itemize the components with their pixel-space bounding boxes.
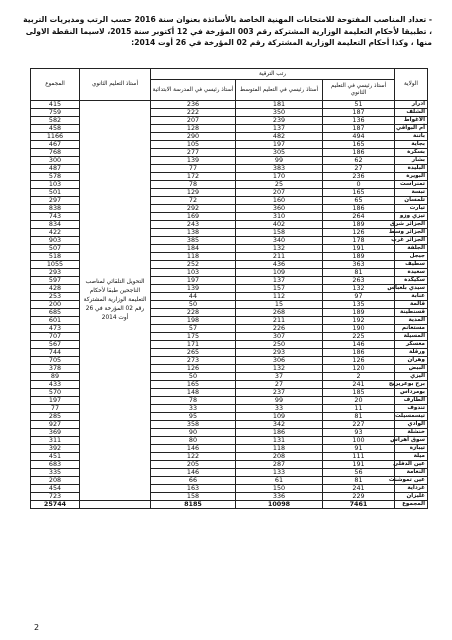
- cell-middle-main: 305: [236, 149, 323, 157]
- cell-wilaya: تيزي وزو: [395, 213, 428, 221]
- cell-total: 501: [31, 189, 80, 197]
- cell-wilaya: عنابة: [395, 293, 428, 301]
- cell-primary-main: 105: [151, 141, 236, 149]
- cell-wilaya: تندوف: [395, 405, 428, 413]
- table-row: [31, 101, 428, 109]
- cell-middle-main: 268: [236, 309, 323, 317]
- cell-primary-main: 138: [151, 229, 236, 237]
- cell-total: 103: [31, 181, 80, 189]
- cell-wilaya: الاغواط: [395, 117, 428, 125]
- cell-wilaya: الجلفة: [395, 245, 428, 253]
- cell-primary-main: 358: [151, 421, 236, 429]
- header-total: المجموع: [31, 69, 80, 101]
- cell-wilaya: تيبازة: [395, 445, 428, 453]
- total-cell-primary: 8185: [151, 501, 236, 509]
- cell-middle-main: 157: [236, 285, 323, 293]
- cell-primary-main: 44: [151, 293, 236, 301]
- cell-secondary-main: 51: [323, 101, 395, 109]
- cell-total: 744: [31, 349, 80, 357]
- cell-middle-main: 306: [236, 357, 323, 365]
- cell-primary-main: 146: [151, 469, 236, 477]
- cell-total: 335: [31, 469, 80, 477]
- cell-total: 1166: [31, 133, 80, 141]
- cell-secondary-main: 191: [323, 245, 395, 253]
- cell-wilaya: عين الدفلى: [395, 461, 428, 469]
- cell-primary-main: 265: [151, 349, 236, 357]
- cell-wilaya: وهران: [395, 357, 428, 365]
- cell-primary-main: 172: [151, 173, 236, 181]
- cell-secondary-main: 65: [323, 197, 395, 205]
- cell-secondary-main: 227: [323, 421, 395, 429]
- cell-wilaya: البويرة: [395, 173, 428, 181]
- cell-total: 683: [31, 461, 80, 469]
- cell-middle-main: 150: [236, 485, 323, 493]
- cell-primary-main: 273: [151, 357, 236, 365]
- cell-primary-main: 236: [151, 101, 236, 109]
- cell-total: 208: [31, 477, 80, 485]
- cell-secondary-main: 146: [323, 341, 395, 349]
- cell-primary-main: 129: [151, 189, 236, 197]
- cell-secondary-main: 11: [323, 405, 395, 413]
- cell-secondary-main: 97: [323, 293, 395, 301]
- cell-secondary-main: 363: [323, 261, 395, 269]
- cell-middle-main: 287: [236, 461, 323, 469]
- cell-total: 487: [31, 165, 80, 173]
- cell-wilaya: بسكرة: [395, 149, 428, 157]
- header-secondary-main: أستاذ رئيسي في التعليم الثانوي: [323, 80, 395, 101]
- cell-wilaya: جيجل: [395, 253, 428, 261]
- cell-secondary-main: 187: [323, 109, 395, 117]
- cell-primary-main: 148: [151, 389, 236, 397]
- cell-secondary-main: 0: [323, 181, 395, 189]
- cell-middle-main: 112: [236, 293, 323, 301]
- cell-middle-main: 27: [236, 381, 323, 389]
- cell-primary-main: 165: [151, 381, 236, 389]
- cell-middle-main: 99: [236, 157, 323, 165]
- cell-total: 428: [31, 285, 80, 293]
- cell-primary-main: 118: [151, 253, 236, 261]
- cell-wilaya: الوادي: [395, 421, 428, 429]
- cell-middle-main: 109: [236, 413, 323, 421]
- cell-total: 253: [31, 293, 80, 301]
- cell-primary-main: 198: [151, 317, 236, 325]
- cell-primary-main: 205: [151, 461, 236, 469]
- cell-middle-main: 307: [236, 333, 323, 341]
- cell-primary-main: 77: [151, 165, 236, 173]
- cell-wilaya: بشار: [395, 157, 428, 165]
- cell-secondary-main: 225: [323, 333, 395, 341]
- cell-wilaya: الجزائر وسط: [395, 229, 428, 237]
- cell-middle-main: 207: [236, 189, 323, 197]
- cell-middle-main: 37: [236, 373, 323, 381]
- cell-primary-main: 80: [151, 437, 236, 445]
- cell-total: 927: [31, 421, 80, 429]
- cell-secondary-main: 165: [323, 141, 395, 149]
- cell-wilaya: غرداية: [395, 485, 428, 493]
- cell-total: 311: [31, 437, 80, 445]
- cell-primary-main: 175: [151, 333, 236, 341]
- cell-wilaya: الطارف: [395, 397, 428, 405]
- cell-primary-main: 184: [151, 245, 236, 253]
- header-secondary-teacher: أستاذ التعليم الثانوي: [80, 69, 151, 101]
- cell-wilaya: تمنراست: [395, 181, 428, 189]
- cell-total: 723: [31, 493, 80, 501]
- cell-middle-main: 383: [236, 165, 323, 173]
- cell-secondary-main: 241: [323, 485, 395, 493]
- cell-total: 378: [31, 365, 80, 373]
- cell-wilaya: البليدة: [395, 165, 428, 173]
- cell-total: 433: [31, 381, 80, 389]
- cell-primary-main: 128: [151, 125, 236, 133]
- cell-total: 578: [31, 173, 80, 181]
- cell-middle-main: 131: [236, 437, 323, 445]
- cell-middle-main: 133: [236, 469, 323, 477]
- cell-total: 768: [31, 149, 80, 157]
- cell-total: 415: [31, 101, 80, 109]
- cell-middle-main: 342: [236, 421, 323, 429]
- cell-middle-main: 208: [236, 453, 323, 461]
- cell-total: 582: [31, 117, 80, 125]
- cell-wilaya: بجاية: [395, 141, 428, 149]
- cell-total: 834: [31, 221, 80, 229]
- cell-primary-main: 103: [151, 269, 236, 277]
- cell-wilaya: ورقلة: [395, 349, 428, 357]
- cell-middle-main: 211: [236, 253, 323, 261]
- cell-wilaya: مستغانم: [395, 325, 428, 333]
- cell-wilaya: باتنة: [395, 133, 428, 141]
- cell-total: 451: [31, 453, 80, 461]
- cell-wilaya: سطيف: [395, 261, 428, 269]
- cell-middle-main: 170: [236, 173, 323, 181]
- cell-wilaya: الشلف: [395, 109, 428, 117]
- cell-total: 685: [31, 309, 80, 317]
- cell-wilaya: المسيلة: [395, 333, 428, 341]
- header-primary-main: أستاذ رئيسي في المدرسة الابتدائية: [151, 80, 236, 101]
- cell-secondary-main: 136: [323, 117, 395, 125]
- cell-middle-main: 160: [236, 197, 323, 205]
- cell-primary-main: 90: [151, 429, 236, 437]
- cell-primary-main: 163: [151, 485, 236, 493]
- cell-secondary-main: 190: [323, 325, 395, 333]
- cell-primary-main: 158: [151, 493, 236, 501]
- cell-middle-main: 33: [236, 405, 323, 413]
- cell-secondary-main: 263: [323, 277, 395, 285]
- cell-wilaya: الجزائر شرق: [395, 221, 428, 229]
- cell-secondary-main: 185: [323, 389, 395, 397]
- cell-total: 759: [31, 109, 80, 117]
- cell-middle-main: 99: [236, 397, 323, 405]
- cell-secondary-main: 229: [323, 493, 395, 501]
- cell-middle-main: 340: [236, 237, 323, 245]
- cell-secondary-main: 135: [323, 301, 395, 309]
- cell-total: 473: [31, 325, 80, 333]
- cell-primary-main: 277: [151, 149, 236, 157]
- cell-wilaya: قسنطينة: [395, 309, 428, 317]
- cell-total: 77: [31, 405, 80, 413]
- cell-middle-main: 186: [236, 429, 323, 437]
- total-row: [31, 501, 428, 509]
- cell-total: 570: [31, 389, 80, 397]
- cell-primary-main: 292: [151, 205, 236, 213]
- cell-secondary-main: 165: [323, 189, 395, 197]
- cell-secondary-main: 126: [323, 357, 395, 365]
- cell-secondary-main: 100: [323, 437, 395, 445]
- cell-primary-main: 78: [151, 181, 236, 189]
- header-middle-main: أستاذ رئيسي في التعليم المتوسط: [236, 80, 323, 101]
- cell-total: 458: [31, 125, 80, 133]
- cell-total: 707: [31, 333, 80, 341]
- cell-secondary-main: 189: [323, 253, 395, 261]
- positions-table: [30, 68, 428, 509]
- cell-total: 467: [31, 141, 80, 149]
- cell-secondary-main: 56: [323, 469, 395, 477]
- cell-wilaya: تلمسان: [395, 197, 428, 205]
- cell-primary-main: 126: [151, 365, 236, 373]
- cell-middle-main: 61: [236, 477, 323, 485]
- cell-middle-main: 293: [236, 349, 323, 357]
- cell-primary-main: 57: [151, 325, 236, 333]
- cell-secondary-main: 81: [323, 413, 395, 421]
- cell-wilaya: أم البواقي: [395, 125, 428, 133]
- cell-secondary-main: 191: [323, 461, 395, 469]
- cell-middle-main: 239: [236, 117, 323, 125]
- cell-secondary-main: 132: [323, 285, 395, 293]
- cell-primary-main: 207: [151, 117, 236, 125]
- cell-primary-main: 50: [151, 301, 236, 309]
- cell-primary-main: 139: [151, 285, 236, 293]
- merged-note-cell: التحويل التلقائي لمناصب الناجحين طبقا لأحكام التعليمة الوزارية المشتركة رقم 02 المؤرخة في 26 أوت 2014: [80, 101, 151, 501]
- cell-total: 705: [31, 357, 80, 365]
- cell-secondary-main: 120: [323, 365, 395, 373]
- total-cell-middle: 10098: [236, 501, 323, 509]
- cell-secondary-main: 186: [323, 205, 395, 213]
- page-number: 2: [34, 623, 40, 632]
- cell-wilaya: اليزي: [395, 373, 428, 381]
- cell-wilaya: خنشلة: [395, 429, 428, 437]
- cell-wilaya: تبسة: [395, 189, 428, 197]
- cell-wilaya: قالمة: [395, 301, 428, 309]
- cell-secondary-main: 126: [323, 229, 395, 237]
- total-cell-label: المجموع: [395, 501, 428, 509]
- cell-middle-main: 237: [236, 389, 323, 397]
- cell-secondary-main: 81: [323, 269, 395, 277]
- total-cell-secondary: 7461: [323, 501, 395, 509]
- cell-primary-main: 122: [151, 453, 236, 461]
- cell-middle-main: 360: [236, 205, 323, 213]
- cell-wilaya: سعيدة: [395, 269, 428, 277]
- cell-secondary-main: 20: [323, 397, 395, 405]
- cell-total: 601: [31, 317, 80, 325]
- cell-secondary-main: 189: [323, 221, 395, 229]
- cell-secondary-main: 62: [323, 157, 395, 165]
- cell-total: 422: [31, 229, 80, 237]
- cell-wilaya: الجزائر غرب: [395, 237, 428, 245]
- cell-wilaya: معسكر: [395, 341, 428, 349]
- cell-total: 597: [31, 277, 80, 285]
- cell-secondary-main: 93: [323, 429, 395, 437]
- cell-total: 1055: [31, 261, 80, 269]
- cell-wilaya: سوق أهراس: [395, 437, 428, 445]
- table-body: [31, 101, 428, 509]
- cell-primary-main: 252: [151, 261, 236, 269]
- cell-middle-main: 402: [236, 221, 323, 229]
- cell-total: 300: [31, 157, 80, 165]
- cell-wilaya: البيض: [395, 365, 428, 373]
- cell-middle-main: 436: [236, 261, 323, 269]
- cell-primary-main: 139: [151, 157, 236, 165]
- cell-secondary-main: 192: [323, 317, 395, 325]
- cell-middle-main: 132: [236, 365, 323, 373]
- cell-wilaya: عين تموشنت: [395, 477, 428, 485]
- cell-wilaya: تيارت: [395, 205, 428, 213]
- cell-wilaya: المدية: [395, 317, 428, 325]
- cell-middle-main: 15: [236, 301, 323, 309]
- cell-primary-main: 228: [151, 309, 236, 317]
- cell-total: 518: [31, 253, 80, 261]
- cell-middle-main: 197: [236, 141, 323, 149]
- cell-middle-main: 181: [236, 101, 323, 109]
- cell-wilaya: بومرداس: [395, 389, 428, 397]
- cell-secondary-main: 178: [323, 237, 395, 245]
- cell-middle-main: 25: [236, 181, 323, 189]
- cell-wilaya: سكيكدة: [395, 277, 428, 285]
- cell-wilaya: برج بوعريريج: [395, 381, 428, 389]
- cell-primary-main: 66: [151, 477, 236, 485]
- cell-middle-main: 118: [236, 445, 323, 453]
- cell-total: 507: [31, 245, 80, 253]
- cell-total: 567: [31, 341, 80, 349]
- cell-primary-main: 72: [151, 197, 236, 205]
- cell-primary-main: 385: [151, 237, 236, 245]
- cell-wilaya: سيدي بلعباس: [395, 285, 428, 293]
- cell-primary-main: 78: [151, 397, 236, 405]
- cell-middle-main: 310: [236, 213, 323, 221]
- cell-secondary-main: 81: [323, 477, 395, 485]
- header-wilaya: الولاية: [395, 69, 428, 101]
- cell-total: 293: [31, 269, 80, 277]
- cell-middle-main: 250: [236, 341, 323, 349]
- cell-middle-main: 137: [236, 277, 323, 285]
- cell-middle-main: 482: [236, 133, 323, 141]
- cell-wilaya: ادرار: [395, 101, 428, 109]
- cell-middle-main: 137: [236, 125, 323, 133]
- total-cell-empty: [80, 501, 151, 509]
- intro-paragraph: - تعداد المناصب المفتوحة للامتحانات المهنية الخاصة بالأساتذة بعنوان سنة 2016 حسب الرتب ومديريات التربية ، تطبيقا لأحكام التعليمة الوزارية المشتركة رقم 003 المؤرخة في 12 أكتوبر سنة 2015، لاسيما النقطة الاولى منها ، وكذا أحكام التعليمة الوزارية المشتركة رقم 02 المؤرخة في 26 أوت 2014:: [23, 15, 432, 47]
- cell-total: 903: [31, 237, 80, 245]
- cell-secondary-main: 189: [323, 309, 395, 317]
- cell-total: 197: [31, 397, 80, 405]
- cell-primary-main: 169: [151, 213, 236, 221]
- cell-total: 89: [31, 373, 80, 381]
- cell-total: 369: [31, 429, 80, 437]
- cell-total: 838: [31, 205, 80, 213]
- cell-total: 200: [31, 301, 80, 309]
- cell-secondary-main: 111: [323, 453, 395, 461]
- cell-middle-main: 109: [236, 269, 323, 277]
- cell-primary-main: 50: [151, 373, 236, 381]
- cell-middle-main: 350: [236, 109, 323, 117]
- cell-secondary-main: 91: [323, 445, 395, 453]
- cell-middle-main: 158: [236, 229, 323, 237]
- cell-primary-main: 243: [151, 221, 236, 229]
- cell-middle-main: 132: [236, 245, 323, 253]
- cell-wilaya: تيسمسيلت: [395, 413, 428, 421]
- cell-primary-main: 222: [151, 109, 236, 117]
- cell-secondary-main: 494: [323, 133, 395, 141]
- cell-total: 454: [31, 485, 80, 493]
- cell-secondary-main: 186: [323, 149, 395, 157]
- cell-total: 285: [31, 413, 80, 421]
- header-ranks: رتب الترقية: [151, 69, 395, 80]
- cell-total: 743: [31, 213, 80, 221]
- cell-secondary-main: 241: [323, 381, 395, 389]
- cell-primary-main: 146: [151, 445, 236, 453]
- cell-middle-main: 336: [236, 493, 323, 501]
- cell-secondary-main: 2: [323, 373, 395, 381]
- cell-primary-main: 197: [151, 277, 236, 285]
- cell-wilaya: النعامة: [395, 469, 428, 477]
- total-cell-sum: 25744: [31, 501, 80, 509]
- cell-primary-main: 95: [151, 413, 236, 421]
- cell-primary-main: 171: [151, 341, 236, 349]
- cell-primary-main: 290: [151, 133, 236, 141]
- cell-primary-main: 33: [151, 405, 236, 413]
- cell-wilaya: ميلة: [395, 453, 428, 461]
- cell-secondary-main: 236: [323, 173, 395, 181]
- cell-secondary-main: 186: [323, 349, 395, 357]
- cell-middle-main: 211: [236, 317, 323, 325]
- cell-total: 297: [31, 197, 80, 205]
- cell-middle-main: 226: [236, 325, 323, 333]
- cell-secondary-main: 264: [323, 213, 395, 221]
- cell-wilaya: غليزان: [395, 493, 428, 501]
- cell-secondary-main: 27: [323, 165, 395, 173]
- cell-total: 392: [31, 445, 80, 453]
- cell-secondary-main: 187: [323, 125, 395, 133]
